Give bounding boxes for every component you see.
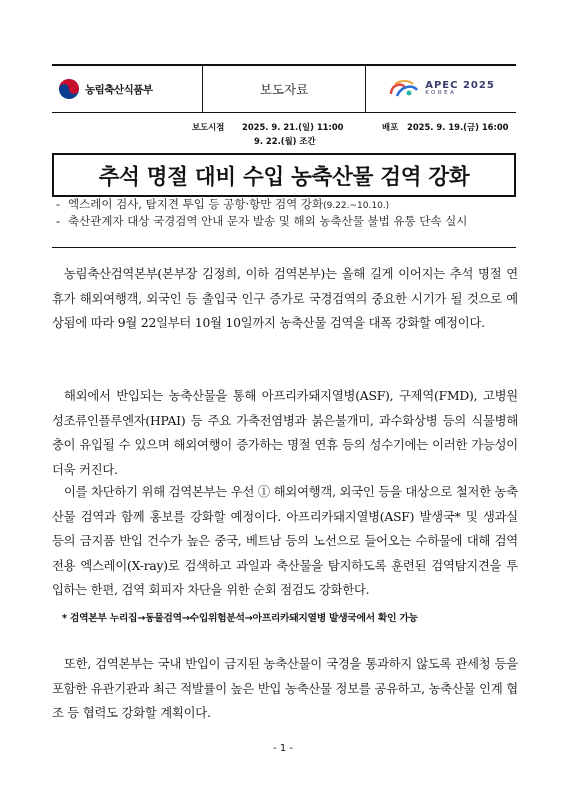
body-paragraph-4 — [52, 652, 518, 726]
body-paragraph-2 — [52, 384, 518, 482]
subtitle-divider — [52, 247, 516, 248]
ministry-name: 농림축산식품부 — [85, 83, 153, 96]
paragraph-text: 이를 차단하기 위해 검역본부는 우선 ① 해외여행객, 외국인 등을 대상으로 철저한 농축산물 검역과 함께 홍보를 강화할 예정이다. 아프리카돼지열병(ASF) 발생국* 및 생과실 등의 금지품 반입 건수가 높은 중국, 베트남 등의 노선으로 들어오는 수하물에 대해 검역 전용 엑스레이(X-ray)로 검색하고 과일과 축산물을 탐지하도록 훈련된 검역탐지견을 투입하는 한편, 검역 회피자 차단을 위한 순회 점검도 강화한다. — [52, 485, 518, 597]
footnote: * 검역본부 누리집→동물검역→수입위험분석→아프리카돼지열병 발생국에서 확인 가능 — [62, 613, 418, 624]
press-release-label: 보도자료 — [202, 66, 366, 112]
subtitle-date-range: (9.22.~10.10.) — [323, 201, 390, 211]
subtitle-item — [56, 214, 516, 229]
release-time-2: 9. 22.(월) 조간 — [254, 136, 316, 146]
embargo-info — [52, 118, 516, 154]
page-title: 추석 명절 대비 수입 농축산물 검역 강화 — [52, 153, 516, 197]
body-paragraph-3 — [52, 480, 518, 603]
paragraph-text: 농림축산검역본부(본부장 김정희, 이하 검역본부)는 올해 길게 이어지는 추석 명절 연휴가 해외여행객, 외국인 등 출입국 인구 증가로 국경검역의 중요한 시기가 될 것으로 예상됨에 따라 9월 22일부터 10월 10일까지 농축산물 검역을 대폭 강화할 예정이다. — [52, 267, 518, 330]
body-paragraph-1 — [52, 262, 518, 336]
subtitle-item — [56, 197, 516, 214]
distribute-time: 2025. 9. 19.(금) 16:00 — [407, 122, 509, 132]
apec-logo — [366, 78, 516, 100]
subtitle-text: 엑스레이 검사, 탐지견 투입 등 공항·항만 검역 강화 — [68, 197, 324, 211]
ministry-logo — [52, 78, 202, 100]
paragraph-text: 또한, 검역본부는 국내 반입이 금지된 농축산물이 국경을 통과하지 않도록 관세청 등을 포함한 유관기관과 최근 적발률이 높은 반입 농축산물 정보를 공유하고, 농축산물 인계 협조 등 협력도 강화할 계획이다. — [52, 657, 518, 720]
release-label: 보도시점 — [192, 122, 225, 132]
subtitle-dash: - — [56, 197, 61, 211]
apec-swirl-icon — [387, 78, 421, 100]
page-number: - 1 - — [273, 743, 293, 754]
subtitle-dash: - — [56, 214, 61, 228]
subtitle-list — [56, 197, 516, 229]
distribute-label: 배포 — [382, 122, 399, 132]
subtitle-text: 축산관계자 대상 국경검역 안내 문자 발송 및 해외 농축산물 불법 유통 단속 실시 — [68, 214, 468, 228]
taegeuk-emblem-icon — [58, 78, 80, 100]
release-time-1: 2025. 9. 21.(일) 11:00 — [242, 122, 344, 132]
apec-title: APEC 2025 — [425, 80, 495, 92]
paragraph-text: 해외에서 반입되는 농축산물을 통해 아프리카돼지열병(ASF), 구제역(FMD), 고병원성조류인플루엔자(HPAI) 등 주요 가축전염병과 붉은불개미, 과수화상병 등의 식물병해충이 유입될 수 있으며 해외여행이 증가하는 명절 연휴 등의 성수기에는 이러한 가능성이 더욱 커진다. — [52, 389, 518, 477]
apec-text — [425, 81, 495, 97]
apec-subtitle: KOREA — [425, 90, 457, 97]
press-header — [52, 64, 516, 113]
